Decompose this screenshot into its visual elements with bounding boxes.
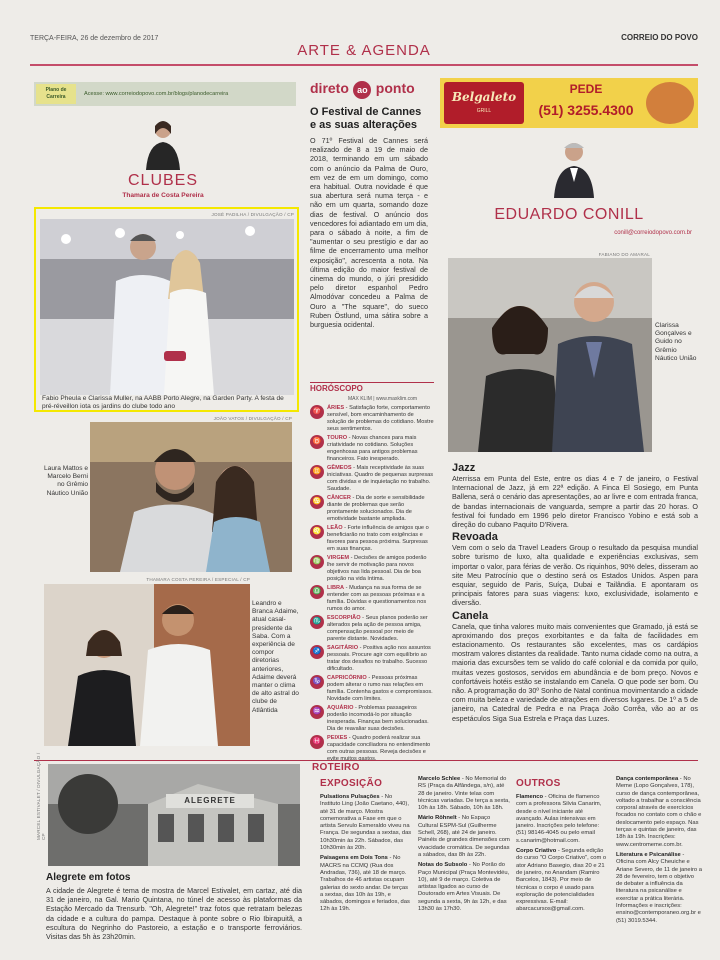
listing-item: Notas do Subsolo - No Porão do Paço Municipal (Praça Montevidéu, 10), até 9 de março. Coletiva de artistas ligados ao curso de Doutorado em Artes Visuais. De segunda a sexta, 9h às 12h, e das 13h30 às 17h30. <box>418 862 510 913</box>
listing-text: No MACRS na CCMQ (Rua dos Andradas, 736), até 18 de março. Trabalhos de 46 artistas ocupam galerias do sexto andar. De terças a sextas, das 10h às 19h, e sábados, domingos e feriados, das 12h às 19h. <box>320 855 410 913</box>
photo-leandro-branca <box>44 584 250 746</box>
photo1-caption: Fabio Pheula e Clarissa Muller, na AABB Porto Alegre, na Garden Party. A festa de pré-réveillon iota os jardins do clube todo ano <box>42 395 284 411</box>
direto-headline: O Festival de Cannes e as suas alterações <box>310 106 422 131</box>
listing-name: Mário Röhnelt <box>418 815 457 822</box>
photo1-credit: JOSÉ PADILHA / DIVULGAÇÃO / CP <box>211 212 294 217</box>
ad-phone: (51) 3255.4300 <box>538 102 634 118</box>
listing-item: Mário Röhnelt - No Espaço Cultural ESPM-Sul (Guilherme Schell, 268), até 24 de janeiro. Painéis de grandes dimensões com vivacidade cromática. De segundas a sábados, das 8h às 22h. <box>418 815 510 858</box>
section-title: ARTE & AGENDA <box>297 42 431 59</box>
listing-name: Notas do Subsolo <box>418 862 468 869</box>
zodiac-icon: ♎ <box>310 585 324 599</box>
listing-item: Literatura e Psicanálise - Oficina com Alcy Cheuiche e Ariane Severo, de 11 de janeiro a 28 de fevereiro, tem o objetivo de debater a influência da literatura na psicanálise e exercitar a prática literária. Informações e inscrições: ensino@contemporaneo.org.br e (51) 3019.5344. <box>616 851 702 924</box>
column-subhead: Canela <box>452 609 489 622</box>
horoscope-item <box>310 735 434 763</box>
sign-text: Satisfação forte, comportamento sensível, bom encaminhamento de solução de problemas do cotidiano. Mostre seus sentimentos. <box>327 405 434 432</box>
blog-banner <box>34 82 296 106</box>
belgaleto-ad <box>440 78 698 128</box>
banner-text: Acesse: www.correiodopovo.com.br/blogs/planodecarreira <box>84 91 229 97</box>
horoscope-text: GÊMEOS - Mais receptividade às suas iniciativas. Quadro de pequenas surpresas com dividas e de inquietação no trabalho. Saudade. <box>327 465 434 492</box>
direto-header <box>310 80 430 98</box>
eduardo-photo-caption: Clarissa Gonçalves e Guido no Grêmio Náutico União <box>655 322 697 362</box>
listing-item: Marcelo Schlee - No Memorial do RS (Praça da Alfândega, s/n), até 28 de janeiro. Vinte telas com técnicas variadas. De terça a sexta, 10h às 18h. Sábado, 10h às 18h. <box>418 776 510 812</box>
eduardo-sections <box>452 460 698 723</box>
horoscopo-list <box>310 405 434 765</box>
sign-name: ÁRIES <box>327 405 345 411</box>
zodiac-icon: ♏ <box>310 615 324 629</box>
sign-text: Pessoas próximas podem alterar o rumo nas relações em família. Contenha gastos e compromissos. Novidade com limites. <box>327 675 433 702</box>
horoscopo-title: HORÓSCOPO <box>310 384 363 393</box>
horoscope-item <box>310 405 434 433</box>
columnist-portrait <box>142 114 184 170</box>
horoscope-item <box>310 585 434 613</box>
horoscope-text: VIRGEM - Decisões de amigos poderão lhe servir de motivação para novos objetivos nas lida pessoal. Dia de boa posição na vida íntima. <box>327 555 427 582</box>
listing-text: No Meme (Lopo Gonçalves, 178), curso de dança contemporânea, voltado a trabalhar a consciência corporal através de exercícios focados no contato com o chão e deslocamento pelo espaço. Nas terças e quintas de janeiro, das 18h às 19h. Inscrições: www.centromeme.com.br. <box>616 776 702 848</box>
zodiac-icon: ♉ <box>310 435 324 449</box>
clubes-title: CLUBES <box>127 172 199 189</box>
photo-clarissa-guido <box>448 258 652 452</box>
zodiac-icon: ♈ <box>310 405 324 419</box>
station-photo <box>48 764 300 866</box>
outros-col1 <box>516 794 608 917</box>
ad-food-image <box>646 82 694 124</box>
exposicao-col1 <box>320 794 412 917</box>
eduardo-email: conill@correiodopovo.com.br <box>614 230 692 236</box>
listing-name: Literatura e Psicanálise <box>616 851 681 858</box>
sign-name: SAGITÁRIO <box>327 645 359 651</box>
zodiac-icon: ♑ <box>310 675 324 689</box>
horoscope-text: SAGITÁRIO - Positiva ação nos assuntos pessoais. Procure agir com equilíbrio ao tratar dos desafios no trabalho. Sucesso dificultado. <box>327 645 431 672</box>
horoscope-text: LIBRA - Mudança na sua forma de se entender com as pessoas próximas e a família. Dúvidas e questionamentos nos rumos do amor. <box>327 585 427 612</box>
sign-text: Novas chances para mais criatividade no cotidiano. Soluções engenhosas para antigos problemas financeiros. Fato inesperado. <box>327 435 418 462</box>
roteiro-rule <box>34 760 698 761</box>
roteiro-photo-credit: MARCEL ESTIVALET / DIVULGAÇÃO / CP <box>36 752 46 840</box>
horoscopo-rule <box>310 382 434 383</box>
listing-text: No Memorial do RS (Praça da Alfândega, s/n), até 28 de janeiro. Vinte telas com técnicas variadas. De terça a sexta, 10h às 18h. Sábado, 10h às 18h. <box>418 776 510 812</box>
photo3-credit: THAMARA COSTA PEREIRA / ESPECIAL / CP <box>146 577 250 582</box>
horoscope-item <box>310 645 434 673</box>
listing-name: Flamenco <box>516 794 544 800</box>
eduardo-photo-credit: FABIANO DO AMARAL <box>598 252 650 257</box>
sign-text: Mais receptividade às suas iniciativas. Quadro de pequenas surpresas com dividas e de inquietação no trabalho. Saudade. <box>327 465 434 492</box>
listing-text: No Espaço Cultural ESPM-Sul (Guilherme Schell, 268), até 24 de janeiro. Painéis de grandes dimensões com vivacidade cromática. De segundas a sábados, das 8h às 22h. <box>418 815 510 858</box>
horoscope-item <box>310 615 434 643</box>
sign-name: CÂNCER <box>327 495 351 501</box>
listing-item: Pulsations Pulsações - No Instituto Ling (João Caetano, 440), até 31 de março. Mostra comemorativa a Fase em que o artista Servulo Esmeraldo viveu na França. De segundas a sextas, das 10h30min às 22h. Sábados, das 10h30min às 20h. <box>320 794 412 852</box>
sign-name: TOURO <box>327 435 348 441</box>
sign-name: ESCORPIÃO <box>327 615 361 621</box>
listing-item: Flamenco - Oficina de flamenco com a professora Silvia Canarim, desde o nível iniciante até avançado. Aulas intensivas em janeiro. Inscrições pelo telefone: (51) 98146-4045 ou pelo email s.canarim@hotmail.com. <box>516 794 602 844</box>
party-photo <box>40 219 294 395</box>
column-subhead: Revoada <box>452 531 498 544</box>
sign-name: AQUÁRIO <box>327 705 354 711</box>
exposicao-title: EXPOSIÇÃO <box>320 778 383 789</box>
photo-fabio-clarissa <box>40 219 294 395</box>
sign-text: Dia de sorte e sensibilidade diante de problemas que serão prontamente solucionados. Dia de emotividade bastante ampliada. <box>327 495 425 522</box>
listing-text: Segunda edição do curso "O Corpo Criativo", com o ator Adriano Basegio, dias 20 e 21 de janeiro, no Anandam (Ramiro Barcelos, 1843). Por meio de técnicas o corpo é usado para exploração de potencialidades expressivas. E-mail: abarcacursos@gmail.com. <box>516 848 607 913</box>
roteiro-label: ROTEIRO <box>312 762 360 773</box>
horoscope-item <box>310 435 434 463</box>
horoscope-text: PEIXES - Quadro poderá realizar sua capacidade conciliadora no entendimento com outras pessoas. Reveja decisões e evite muitos gastos. <box>327 735 431 762</box>
horoscope-item <box>310 555 434 583</box>
listing-name: Marcelo Schlee <box>418 776 461 782</box>
exposicao-col2 <box>418 776 510 916</box>
listing-item: Paisagens em Dois Tons - No MACRS na CCMQ (Rua dos Andradas, 736), até 18 de março. Trabalhos de 46 artistas ocupam galerias do sexto andar. De terças a sextas, das 10h às 19h, e sábados, domingos e feriados, das 12h às 19h. <box>320 855 410 913</box>
photo-laura-marcelo <box>90 422 292 572</box>
zodiac-icon: ♊ <box>310 465 324 479</box>
couple-photo-4 <box>448 258 652 452</box>
sign-text: Positiva ação nos assuntos pessoais. Procure agir com equilíbrio ao tratar dos desafios no trabalho. Sucesso dificultado. <box>327 645 431 672</box>
sign-name: PEIXES <box>327 735 348 741</box>
alegrete-text: A cidade de Alegrete é tema de mostra de Marcel Estivalet, em cartaz, até dia 31 de janeiro, na Gal. Mario Quintana, no túnel de acesso às plataformas da Estação Mercado da Trensurb. "Oh, Alegrete!" traz fotos que retratam belezas da cidade e a cultura do pampa. Destaque à ponte sobre o Rio Ibirapuitã, a escultura do Negrinho do Pastoreio, a estação e o transporte ferroviários. Visitas das 5h às 23h20min. <box>46 886 302 942</box>
ad-brand: Belgaleto <box>451 90 517 104</box>
zodiac-icon: ♒ <box>310 705 324 719</box>
column-paragraph: Aterrissa em Punta del Este, entre os dias 4 e 7 de janeiro, o Festival Internacional de Jazz, já em 22ª edição. A Finca El Sosiego, em Punta Ballena, será o cenário das apresentações, ao ar livre e com entrada franca, de bandas internacionais de vanguarda, sempre a partir das 20 horas. O festival foi fundado em 1996 pelo diretor Francisco Yobino e está sob a direção do cubano Paquito D'Rivera. <box>452 474 698 530</box>
listing-text: No Instituto Ling (João Caetano, 440), até 31 de março. Mostra comemorativa a Fase em que o artista Servulo Esmeraldo viveu na França. De segundas a sextas, das 10h30min às 22h. Sábados, das 10h30min às 20h. <box>320 794 412 852</box>
horoscope-text: ÁRIES - Satisfação forte, comportamento sensível, bom encaminhamento de solução de problemas do cotidiano. Mostre seus sentimentos. <box>327 405 434 432</box>
columnist2-illustration <box>550 136 598 198</box>
sign-text: Mudança na sua forma de se entender com as pessoas próximas e a família. Dúvidas e questionamentos nos rumos do amor. <box>327 585 427 612</box>
page-header <box>30 30 698 70</box>
sign-text: Decisões de amigos poderão lhe servir de motivação para novos objetivos nas lida pessoal. Dia de boa posição na vida íntima. <box>327 555 427 582</box>
photo3-caption: Leandro e Branca Adaime, atual casal-presidente da Saba. Com a experiência de compor diretorias anteriores, Adaime deverá manter o clima de alto astral do clube de Atlântida <box>252 600 299 714</box>
listing-item: Dança contemporânea - No Meme (Lopo Gonçalves, 178), curso de dança contemporânea, voltado a trabalhar a consciência corporal através de exercícios focados no contato com o chão e deslocamento pelo espaço. Nas terças e quintas de janeiro, das 18h às 19h. Inscrições: www.centromeme.com.br. <box>616 776 702 848</box>
direto-body: O 71º Festival de Cannes será realizado de 8 a 19 de maio de 2018, terminando em um sábado com o anúncio da Palma de Ouro, em vez de em um domingo, como era habitual. Outra novidade é que sua abertura será numa terça - e não em um quarta, somando doze dias de festival. O anúncio dos vencedores foi adiantado em um dia, para o sábado à noite, a fim de "aumentar o seu prestígio e dar ao filme de encerramento uma melhor exposição", acrescenta a nota. Na última edição do maior festival de cinema do mundo, o júri presidido pelo diretor espanhol Pedro Almodóvar concedeu a Palma de Ouro a "The square", do sueco Ruben Östlund, uma sátira sobre a burguesia ocidental. <box>310 136 428 330</box>
sign-name: VIRGEM <box>327 555 350 561</box>
horoscope-text: LEÃO - Forte influência de amigos que o beneficiarão no trato com exigências e favores para pessoa próxima. Surpresas em suas finanças. <box>327 525 429 552</box>
ad-sub: GRILL <box>476 108 492 114</box>
outros-col2 <box>616 776 702 928</box>
photo-alegrete <box>48 764 300 866</box>
couple-photo-2 <box>90 422 292 572</box>
sign-name: CAPRICÓRNIO <box>327 675 367 681</box>
listing-name: Dança contemporânea <box>616 776 679 782</box>
zodiac-icon: ♓ <box>310 735 324 749</box>
zodiac-icon: ♐ <box>310 645 324 659</box>
horoscope-item <box>310 525 434 553</box>
zodiac-icon: ♌ <box>310 525 324 539</box>
column-subhead: Jazz <box>452 462 476 474</box>
header-date: TERÇA-FEIRA, 26 de dezembro de 2017 <box>30 35 159 42</box>
station-sign: ALEGRETE <box>184 796 236 805</box>
sign-name: GÊMEOS <box>327 465 352 471</box>
sign-text: Problemas passageiros poderão incomodá-lo por situação inesperada. Finanças bem solucionadas. Dia de reavaliar suas decisões. <box>327 705 429 732</box>
horoscope-text: TOURO - Novas chances para mais criatividade no cotidiano. Soluções engenhosas para antigos problemas financeiros. Fato inesperado. <box>327 435 418 462</box>
sign-text: Seus planos poderão ser alterados pela ação de pessoa amiga, compensação pessoal por meio de parente distante. Novidades. <box>327 615 428 642</box>
ad-logo <box>444 82 524 124</box>
direto-ao: ao <box>353 81 371 99</box>
column-paragraph: Vem com o selo da Travel Leaders Group o resultado da pesquisa mundial sobre turismo de luxo, alta qualidade e experiências exclusivas, sem importar o valor, para férias de verão. Os riquinhos, 90% deles, disseram ao site Meu Patrocínio que o destino será os Estados Unidos. Aspen para esquiar, seguido de Paris, Suíça, Dubai e Tailândia. E apontaram os principais fatores para suas viagens: luxo, exclusividade, isolamento e diversão. <box>452 543 698 608</box>
horoscope-text: AQUÁRIO - Problemas passageiros poderão incomodá-lo por situação inesperada. Finanças bem solucionadas. Dia de reavaliar suas decisões. <box>327 705 429 732</box>
direto-word: direto <box>310 80 349 96</box>
ad-pede: PEDE <box>569 82 603 96</box>
outros-title: OUTROS <box>516 778 561 789</box>
column-paragraph: Canela, que tinha valores muito mais convenientes que Gramado, já está se aproximando dos preços exorbitantes e da falta de facilidades em estacionamento. Os restaurantes são excelentes, mas os cardápios mostram valores distantes da realidade. Tanto numa cidade como na outra, a maioria das excursões tem se valido do café colonial e da comida por quilo, muitas vezes gostosos, servidos em abundância e de bom preço. Novos e confortáveis hotéis estão se instalando em Canela. O que pode ser bom. Ou não. A programação do 30º Sonho de Natal continua movimentando a cidade com muita beleza e variedade de atrações em diversos lugares. De 1º a 5 de janeiro, na Catedral de Pedra e na Praça João Corrêa, vão ao ar os espetáculos Siga Sua Estrela e Praça das Luzes. <box>452 621 698 723</box>
zodiac-icon: ♋ <box>310 495 324 509</box>
clubes-author: Thamara de Costa Pereira <box>122 192 204 199</box>
listing-name: Corpo Criativo <box>516 848 557 855</box>
sign-text: Quadro poderá realizar sua capacidade conciliadora no entendimento com outras pessoas. Reveja decisões e evite muitos gastos. <box>327 735 431 762</box>
listing-text: Oficina de flamenco com a professora Silvia Canarim, desde o nível iniciante até avançado. Aulas intensivas em janeiro. Inscrições pelo telefone: (51) 98146-4045 ou pelo email s.canarim@hotmail.com. <box>516 794 602 844</box>
photo2-caption: Laura Mattos e Marcelo Berni no Grêmio Náutico União <box>44 465 88 497</box>
horoscopo-author: MAX KLIM | www.maxklim.com <box>348 396 418 402</box>
listing-item: Corpo Criativo - Segunda edição do curso "O Corpo Criativo", com o ator Adriano Basegio, dias 20 e 21 de janeiro, no Anandam (Ramiro Barcelos, 1843). Por meio de técnicas o corpo é usado para exploração de potencialidades expressivas. E-mail: abarcacursos@gmail.com. <box>516 848 607 913</box>
header-paper: CORREIO DO POVO <box>621 33 698 42</box>
listing-name: Paisagens em Dois Tons <box>320 855 388 862</box>
sign-name: LIBRA <box>327 585 345 591</box>
eduardo-title: EDUARDO CONILL <box>494 206 644 223</box>
horoscope-item <box>310 675 434 703</box>
couple-photo-3 <box>44 584 250 746</box>
alegrete-title: Alegrete em fotos <box>46 872 131 883</box>
sign-text: Forte influência de amigos que o beneficiarão no trato com exigências e favores para pessoa próxima. Surpresas em suas finanças. <box>327 525 429 552</box>
listing-name: Pulsations Pulsações <box>320 794 380 800</box>
horoscope-item <box>310 465 434 493</box>
zodiac-icon: ♍ <box>310 555 324 569</box>
photo2-credit: JOÃO VATOS / DIVULGAÇÃO / CP <box>213 416 292 421</box>
horoscope-item <box>310 705 434 733</box>
listing-text: No Porão do Paço Municipal (Praça Montevidéu, 10), até 9 de março. Coletiva de artistas ligados ao curso de Doutorado em Artes Visuais. De segunda a sexta, 9h às 12h, e das 13h30 às 17h30. <box>418 862 510 913</box>
eduardo-portrait <box>550 136 598 198</box>
listing-text: Oficina com Alcy Cheuiche e Ariane Severo, de 11 de janeiro a 28 de fevereiro, tem o objetivo de debater a influência da literatura na psicanálise e exercitar a prática literária. Informações e inscrições: ensino@contemporaneo.org.br e (51) 3019.5344. <box>616 859 702 924</box>
sign-name: LEÃO <box>327 525 343 531</box>
horoscope-item <box>310 495 434 523</box>
portrait-illustration <box>142 114 184 170</box>
header-rule <box>30 64 698 66</box>
banner-logo: Plano de Carreira <box>36 84 76 104</box>
horoscope-text: CAPRICÓRNIO - Pessoas próximas podem alterar o rumo nas relações em família. Contenha gastos e compromissos. Novidade com limites. <box>327 675 433 702</box>
horoscope-text: CÂNCER - Dia de sorte e sensibilidade diante de problemas que serão prontamente solucionados. Dia de emotividade bastante ampliada. <box>327 495 425 522</box>
horoscope-text: ESCORPIÃO - Seus planos poderão ser alterados pela ação de pessoa amiga, compensação pessoal por meio de parente distante. Novidades. <box>327 615 428 642</box>
direto-ponto: ponto <box>375 80 415 96</box>
